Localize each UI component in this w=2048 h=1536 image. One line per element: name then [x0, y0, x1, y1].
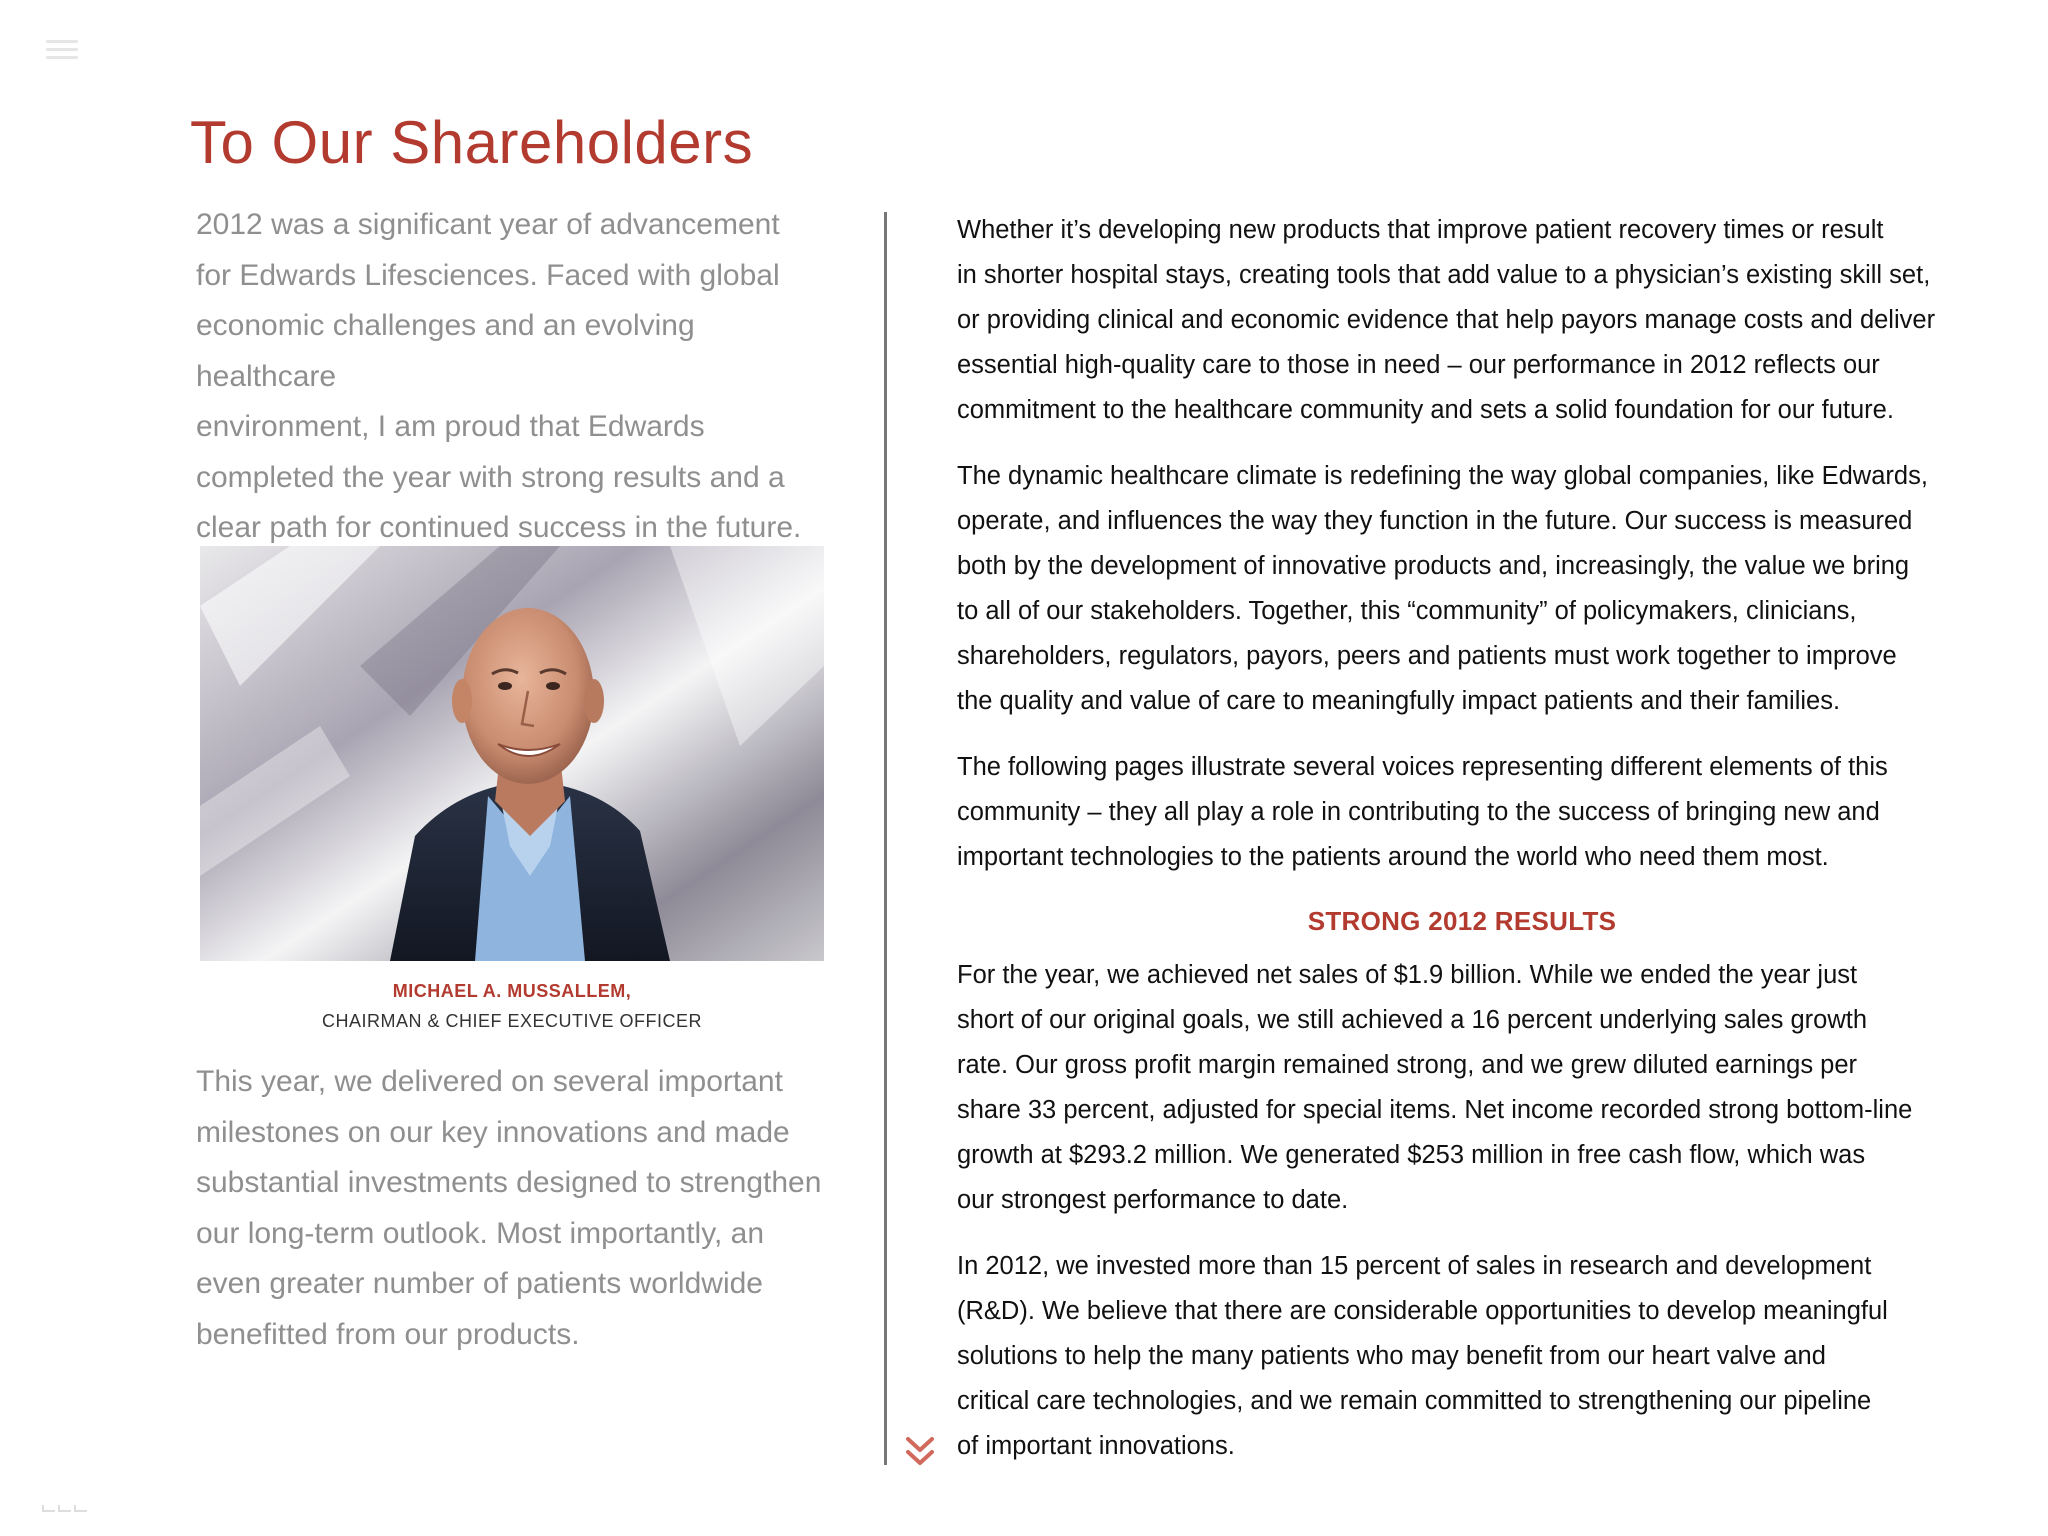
text-line: critical care technologies, and we remain committed to strengthening our pipeline — [957, 1387, 1872, 1415]
text-line: Whether it’s developing new products that improve patient recovery times or result — [957, 216, 1884, 244]
column-divider — [884, 212, 887, 1465]
text-line: to all of our stakeholders. Together, this “community” of policymakers, clinicians, — [957, 597, 1857, 625]
menu-icon[interactable] — [46, 40, 78, 68]
text-line: completed the year with strong results and a — [196, 460, 785, 494]
page-title: To Our Shareholders — [190, 109, 754, 176]
body-paragraph — [957, 953, 1967, 1223]
text-line: The dynamic healthcare climate is redefining the way global companies, like Edwards, — [957, 462, 1928, 490]
photo-caption — [200, 978, 824, 1038]
text-line: in shorter hospital stays, creating tools that add value to a physician’s existing skill set, — [957, 261, 1931, 289]
section-heading: STRONG 2012 RESULTS — [1307, 906, 1617, 936]
text-line: rate. Our gross profit margin remained strong, and we grew diluted earnings per — [957, 1051, 1858, 1079]
text-line: solutions to help the many patients who may benefit from our heart valve and — [957, 1342, 1826, 1370]
text-line: short of our original goals, we still achieved a 16 percent underlying sales growth — [957, 1006, 1868, 1034]
text-line: In 2012, we invested more than 15 percent of sales in research and development — [957, 1252, 1872, 1280]
text-line: for Edwards Lifesciences. Faced with global — [196, 258, 780, 292]
text-line: both by the development of innovative products and, increasingly, the value we bring — [957, 552, 1910, 580]
body-paragraph — [957, 454, 1967, 724]
text-line: shareholders, regulators, payors, peers and patients must work together to improve — [957, 642, 1897, 670]
text-line: (R&D). We believe that there are considerable opportunities to develop meaningful — [957, 1297, 1888, 1325]
caption-name: MICHAEL A. MUSSALLEM, — [392, 981, 632, 1001]
text-line: clear path for continued success in the future. — [196, 511, 802, 544]
text-line: commitment to the healthcare community and sets a solid foundation for our future. — [957, 396, 1894, 424]
text-line: The following pages illustrate several voices representing different elements of this — [957, 753, 1888, 781]
caption-title: CHAIRMAN & CHIEF EXECUTIVE OFFICER — [321, 1011, 703, 1031]
text-line: 2012 was a significant year of advancement — [196, 208, 780, 241]
milestones-column — [196, 1057, 836, 1360]
text-line: the quality and value of care to meaningfully impact patients and their families. — [957, 687, 1841, 715]
text-line: share 33 percent, adjusted for special items. Net income recorded strong bottom-line — [957, 1096, 1913, 1124]
text-line: even greater number of patients worldwide — [196, 1267, 763, 1300]
page-thumbnails-icon[interactable] — [42, 1500, 90, 1510]
text-line: of important innovations. — [957, 1432, 1235, 1460]
milestones-paragraph — [196, 1057, 836, 1360]
text-line: This year, we delivered on several important — [196, 1065, 783, 1098]
text-line: our long-term outlook. Most importantly, an — [196, 1216, 765, 1250]
text-line: our strongest performance to date. — [957, 1186, 1349, 1214]
text-line: benefitted from our products. — [196, 1317, 580, 1351]
double-chevron-down-icon[interactable] — [905, 1435, 935, 1469]
text-line: community – they all play a role in contributing to the success of bringing new and — [957, 798, 1880, 826]
text-line: substantial investments designed to strengthen — [196, 1166, 822, 1199]
text-line: milestones on our key innovations and made — [196, 1115, 790, 1149]
text-line: For the year, we achieved net sales of $1.9 billion. While we ended the year just — [957, 961, 1858, 989]
ceo-portrait-photo — [200, 546, 824, 961]
text-line: operate, and influences the way they function in the future. Our success is measured — [957, 507, 1913, 535]
text-line: important technologies to the patients around the world who need them most. — [957, 843, 1829, 871]
text-line: or providing clinical and economic evidence that help payors manage costs and deliver — [957, 306, 1936, 334]
text-line: economic challenges and an evolving healthcare — [196, 309, 695, 393]
body-paragraph — [957, 208, 1967, 433]
text-line: environment, I am proud that Edwards — [196, 410, 705, 443]
intro-column — [196, 200, 836, 554]
body-paragraph — [957, 745, 1967, 880]
text-line: growth at $293.2 million. We generated $253 million in free cash flow, which was — [957, 1141, 1866, 1169]
intro-paragraph — [196, 200, 836, 554]
letter-body — [957, 208, 1967, 1490]
text-line: essential high-quality care to those in need – our performance in 2012 reflects our — [957, 351, 1880, 379]
body-paragraph — [957, 1244, 1967, 1469]
